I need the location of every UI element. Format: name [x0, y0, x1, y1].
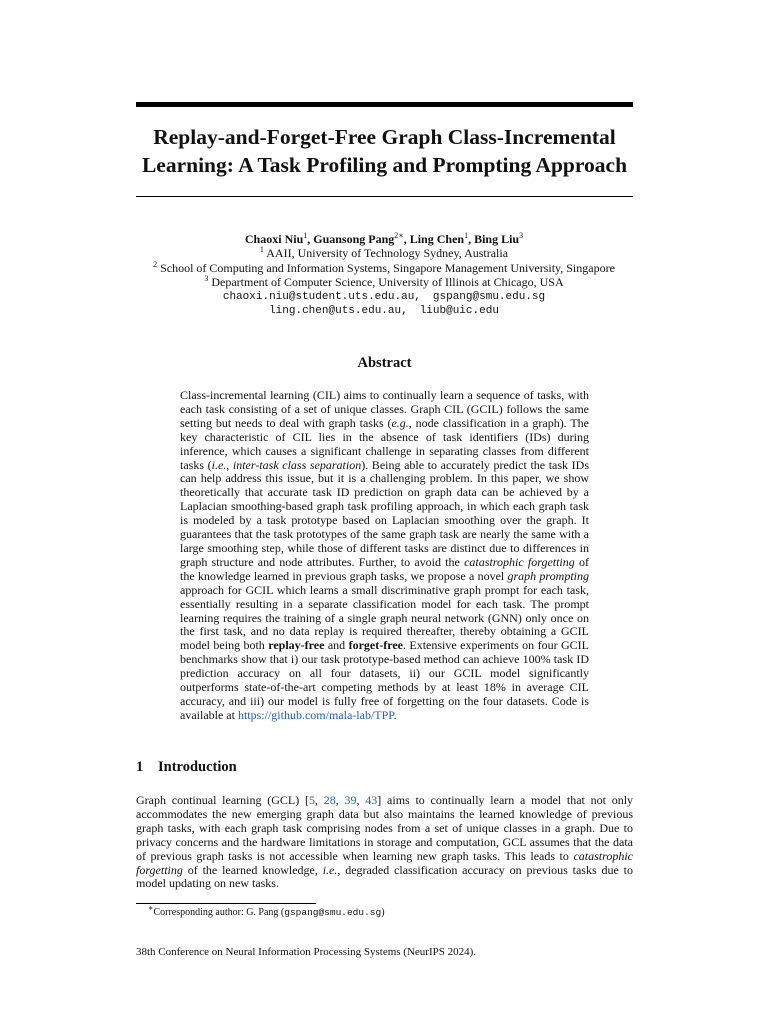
- intro-italic: catastrophic forgetting: [136, 848, 633, 877]
- paper-title: [136, 123, 633, 179]
- author-names: [100, 232, 668, 246]
- code-link[interactable]: https://github.com/mala-lab/TPP: [237, 707, 394, 722]
- author-name: Chaoxi Niu: [244, 232, 304, 246]
- author-name: Guansong Pang: [313, 232, 395, 246]
- abstract-segment: of the knowledge learned in previous graph tasks, we propose a novel: [180, 554, 589, 583]
- title-line-2: Learning: A Task Profiling and Prompting Approach: [141, 153, 628, 177]
- affiliation-mark: 1: [259, 245, 264, 255]
- footnote: [148, 903, 633, 919]
- abstract-italic: catastrophic forgetting: [464, 554, 575, 569]
- section-title: Introduction: [158, 759, 237, 775]
- affiliation: [100, 261, 668, 275]
- affiliation-mark: 2: [153, 259, 158, 269]
- author-mark: 2∗: [394, 231, 404, 240]
- abstract-bold: replay-free: [268, 638, 325, 653]
- introduction-text: Graph continual learning (GCL) [5, 28, 39, 43] aims to continually learn a model that not only accommodates the new emerging graph data but also maintains the learned knowledge of previous graph tasks, with each graph task comprising nodes from a set of unique classes in a graph. Due to privacy concerns and the hardware limitations in storage and computation, GCL assumes that the data of previous graph tasks is not accessible when learning new graph tasks. This leads to catastrophic forgetting of the learned knowledge, i.e., degraded classification accuracy on previous tasks due to model updating on new tasks.: [136, 793, 634, 891]
- abstract-text: [180, 389, 589, 723]
- footnote-mark: ∗: [148, 903, 154, 913]
- author-email[interactable]: gspang@smu.edu.sg: [432, 290, 546, 303]
- title-top-rule: [136, 102, 633, 107]
- title-line-1: Replay-and-Forget-Free Graph Class-Incremental: [153, 125, 616, 149]
- section-heading-introduction: [136, 759, 633, 776]
- authors-block: [100, 232, 668, 318]
- abstract-segment: approach for GCIL which learns a small discriminative graph prompt for each task, essentially resulting in a separate classification model for each task. The prompt learning requires the training of a single graph neural network (GNN) only once on the first task, and no data replay is required thereafter, thereby obtaining a GCIL model being both: [180, 582, 589, 653]
- author-email[interactable]: ling.chen@uts.edu.au,: [269, 305, 408, 318]
- citation-link[interactable]: 28: [323, 793, 336, 807]
- author-mark: 1: [303, 231, 308, 240]
- abstract-italic: graph prompting: [507, 568, 589, 583]
- author-separator: ,: [403, 232, 410, 246]
- author-email[interactable]: liub@uic.edu: [419, 305, 499, 318]
- abstract-segment: and: [324, 638, 349, 653]
- author-mark: 3: [519, 231, 524, 240]
- affiliation-mark: 3: [204, 274, 209, 284]
- author-separator: ,: [468, 232, 475, 246]
- citation-link[interactable]: 5: [308, 793, 315, 807]
- affiliation-text: AAII, University of Technology Sydney, Australia: [266, 246, 509, 261]
- emails-line-1: [100, 290, 668, 304]
- author-name: Bing Liu: [474, 232, 520, 246]
- intro-italic: i.e.: [322, 862, 338, 877]
- abstract-segment: .: [393, 707, 397, 722]
- author-separator: ,: [307, 232, 314, 246]
- author-name: Ling Chen: [409, 232, 465, 246]
- intro-segment: Graph continual learning (GCL) [: [136, 793, 309, 807]
- intro-segment: , degraded classification accuracy on previous tasks due to model updating on new tasks.: [136, 862, 633, 891]
- emails-line-2: [100, 304, 668, 318]
- section-number: 1: [136, 759, 144, 775]
- footnote-rule: [136, 903, 316, 904]
- abstract-italic: inter-task class separation: [232, 457, 362, 472]
- title-bottom-rule: [136, 196, 633, 197]
- affiliation-text: Department of Computer Science, University of Illinois at Chicago, USA: [211, 275, 564, 290]
- abstract-italic: e.g.: [391, 415, 409, 430]
- footnote-text: Corresponding author: G. Pang (: [153, 907, 285, 918]
- abstract-segment: . Extensive experiments on four GCIL benchmarks show that i) our task prototype-based method can achieve 100% task ID prediction accuracy on all four datasets, ii) our GCIL model significantly outperforms state-of-the-art competing methods by at least 18% in average CIL accuracy, and iii) our model is fully free of forgetting on the four datasets. Code is available at: [180, 638, 589, 722]
- author-mark: 1: [464, 231, 469, 240]
- citation-link[interactable]: 43: [365, 793, 378, 807]
- abstract-segment: ). Being able to accurately predict the task IDs can help address this issue, but it is a challenging problem. In this paper, we show theoretically that accurate task ID prediction on graph data can be achieved by a Laplacian smoothing-based graph task profiling approach, in which each graph task is modeled by a task prototype based on Laplacian smoothing over the graph. It guarantees that the task prototypes of the same graph task are nearly the same with a large smoothing step, while those of different tasks are distinct due to differences in graph structure and node attributes. Further, to avoid the: [180, 457, 589, 569]
- abstract-segment: Class-incremental learning (CIL) aims to continually learn a sequence of tasks, with each task consisting of a set of unique classes. Graph CIL (GCIL) follows the same setting but needs to deal with graph tasks (: [180, 388, 589, 430]
- author-email[interactable]: chaoxi.niu@student.uts.edu.au,: [222, 290, 421, 303]
- footnote-text: ): [381, 907, 385, 918]
- abstract-bold: forget-free: [348, 638, 403, 653]
- affiliation: [100, 275, 668, 289]
- affiliation: [100, 246, 668, 260]
- affiliation-text: School of Computing and Information Systems, Singapore Management University, Singapore: [160, 260, 615, 275]
- abstract-segment: ,: [226, 457, 233, 472]
- conference-footer: 38th Conference on Neural Information Processing Systems (NeurIPS 2024).: [136, 946, 477, 958]
- intro-segment: of the learned knowledge,: [182, 862, 323, 877]
- abstract-heading: Abstract: [357, 355, 412, 371]
- abstract-segment: , node classification in a graph). The key characteristic of CIL lies in the absence of task identifiers (IDs) during inference, which causes a significant challenge in separating classes from different tasks (: [180, 415, 589, 472]
- footnote-email[interactable]: gspang@smu.edu.sg: [284, 907, 382, 918]
- citation-link[interactable]: 39: [344, 793, 357, 807]
- abstract-italic: i.e.: [211, 457, 227, 472]
- intro-segment: ] aims to continually learn a model that not only accommodates the new emerging graph data but also maintains the learned knowledge of previous graph tasks, with each graph task comprising nodes from a set of unique classes in a graph. Due to privacy concerns and the hardware limitations in storage and computation, GCL assumes that the data of previous graph tasks is not accessible when learning new graph tasks. This leads to: [136, 793, 634, 863]
